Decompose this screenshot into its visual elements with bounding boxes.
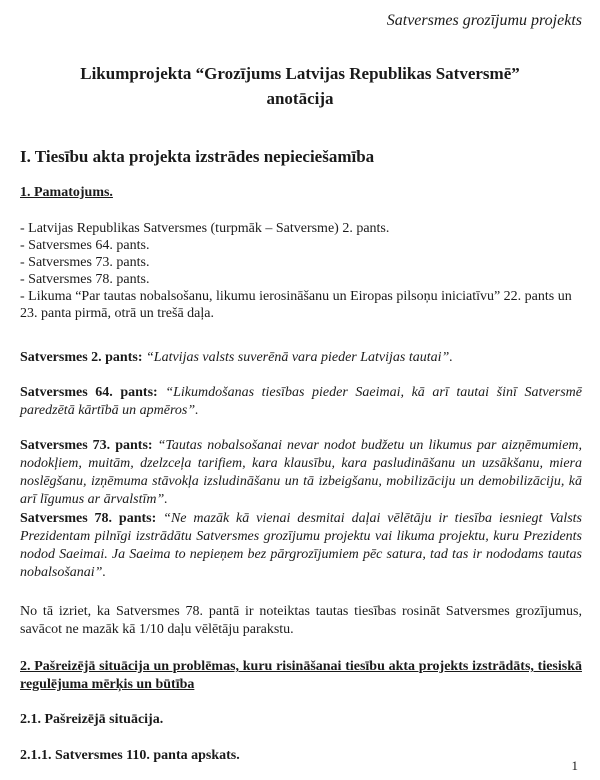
legal-basis-list (20, 220, 582, 322)
list-item: - Satversmes 64. pants. (20, 238, 150, 253)
section-heading-1: I. Tiesību akta projekta izstrādes nepieciešamība (20, 147, 375, 166)
conclusion-paragraph: No tā izriet, ka Satversmes 78. pantā ir noteiktas tautas tiesības rosināt Satversmes grozījumus, savācot ne mazāk kā 1/10 daļu vēlētāju parakstu. (20, 604, 582, 637)
list-item: - Likuma “Par tautas nobalsošanu, likumu ierosināšanu un Eiropas pilsoņu iniciatīvu” 22. pants un 23. panta pirmā, otrā un trešā daļa. (20, 289, 572, 321)
list-item: - Satversmes 78. pants. (20, 272, 150, 287)
subsection-heading-2-1-1: 2.1.1. Satversmes 110. panta apskats. (20, 748, 240, 763)
subsection-heading-pamatojums: 1. Pamatojums. (20, 185, 113, 200)
article-78-paragraph (20, 510, 582, 582)
article-quote: “Latvijas valsts suverēnā vara pieder Latvijas tautai”. (146, 350, 453, 365)
running-header: Satversmes grozījumu projekts (386, 12, 582, 29)
article-quote: “Tautas nobalsošanai nevar nodot budžetu un likumus par aizņēmumiem, nodokļiem, muitām, dzelzceļa tarifiem, kara klausību, kara pasludināšanu un uzsākšanu, miera noslēgšanu, izņēmuma stāvokļa izsludināšanu un tā izbeigšanu, mobilizāciju un demobilizāciju, kā arī līgumus ar ārvalstīm”. (20, 438, 583, 507)
article-quote: “Likumdošanas tiesības pieder Saeimai, kā arī tautai šinī Satversmē paredzētā kārtībā un apmēros”. (20, 385, 582, 418)
document-subtitle: anotācija (266, 89, 334, 108)
list-item: - Latvijas Republikas Satversmes (turpmāk – Satversme) 2. pants. (20, 221, 390, 236)
page-number: 1 (571, 758, 578, 773)
article-73-paragraph (20, 437, 582, 509)
article-label: Satversmes 2. pants: (20, 350, 143, 365)
document-title: Likumprojekta “Grozījums Latvijas Republikas Satversmē” (80, 64, 520, 83)
subsection-heading-2-1: 2.1. Pašreizējā situācija. (20, 712, 164, 727)
article-label: Satversmes 64. pants: (20, 385, 158, 400)
article-label: Satversmes 78. pants: (20, 511, 157, 526)
article-64-paragraph (20, 384, 582, 420)
list-item: - Satversmes 73. pants. (20, 255, 150, 270)
article-quote: “Ne mazāk kā vienai desmitai daļai vēlētāju ir tiesība iesniegt Valsts Prezidentam pilnīgi izstrādātu Satversmes grozījumu projektu vai likuma projektu, kuru Prezidents nodod Saeimai. Ja Saeima to nepieņem bez pārgrozījumiem pēc satura, tad tas ir nododams tautas nobalsošanai”. (20, 511, 583, 580)
subsection-heading-2: 2. Pašreizējā situācija un problēmas, kuru risināšanai tiesību akta projekts izstrādāts, tiesiskā regulējuma mērķis un būtība (20, 659, 582, 692)
article-label: Satversmes 73. pants: (20, 438, 153, 453)
article-2-paragraph (20, 349, 582, 367)
